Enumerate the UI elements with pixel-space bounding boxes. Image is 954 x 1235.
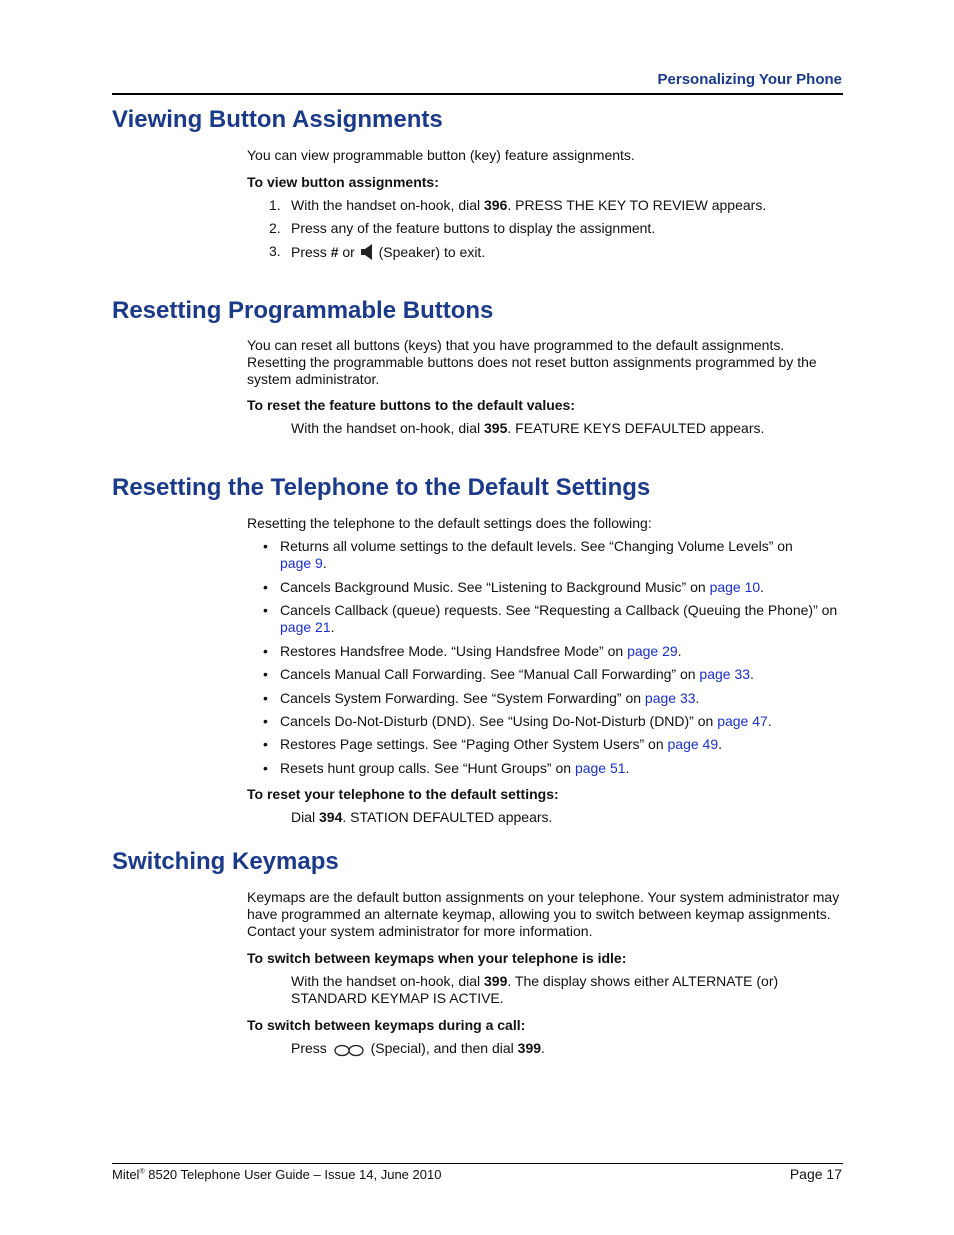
section-resetting-programmable-buttons	[112, 297, 843, 436]
intro-paragraph: Resetting the telephone to the default settings does the following:	[247, 515, 652, 531]
list-item: • Cancels Do-Not-Disturb (DND). See “Using Do-Not-Disturb (DND)” on page 47.	[263, 713, 772, 729]
section-body	[247, 337, 843, 437]
procedure-step: Dial 394. STATION DEFAULTED appears.	[291, 809, 553, 825]
procedure-heading: To switch between keymaps when your telephone is idle:	[247, 950, 627, 966]
intro-line: Resetting the programmable buttons does not reset button assignments programmed by the	[247, 354, 817, 370]
section-title: Resetting the Telephone to the Default Settings	[112, 474, 651, 501]
page-link[interactable]: page 21	[280, 619, 331, 635]
footer-page-number: Page 17	[789, 1166, 842, 1182]
list-item: • Cancels Background Music. See “Listening to Background Music” on page 10.	[263, 579, 765, 595]
procedure-step: With the handset on-hook, dial 399. The display shows either ALTERNATE (or) STANDARD KEYMAP IS ACTIVE.	[291, 973, 779, 1006]
list-item: • Resets hunt group calls. See “Hunt Groups” on page 51.	[263, 760, 630, 776]
page-link[interactable]: page 33	[699, 666, 751, 682]
section-body	[247, 147, 843, 261]
intro-line: Keymaps are the default button assignments on your telephone. Your system administrator may	[247, 889, 840, 905]
effects-list	[247, 538, 843, 777]
procedure-heading: To switch between keymaps during a call:	[247, 1017, 526, 1033]
page-link[interactable]: page 29	[627, 643, 678, 659]
header-rule	[112, 93, 843, 95]
procedure-heading: To reset the feature buttons to the default values:	[247, 397, 576, 413]
list-item: • Cancels System Forwarding. See “System Forwarding” on page 33.	[263, 690, 700, 706]
running-header: Personalizing Your Phone	[657, 71, 842, 88]
footer-rule	[112, 1163, 843, 1164]
step-item: 2. Press any of the feature buttons to display the assignment.	[269, 220, 656, 236]
list-item: • Restores Page settings. See “Paging Other System Users” on page 49.	[263, 736, 723, 752]
section-body	[247, 889, 843, 1057]
section-resetting-telephone	[112, 474, 843, 825]
intro-line: system administrator.	[247, 371, 380, 387]
steps-list	[247, 197, 843, 261]
procedure-step: Press (Special), and then dial 399.	[291, 1040, 545, 1056]
intro-line: Contact your system administrator for more information.	[247, 923, 593, 939]
section-title: Resetting Programmable Buttons	[112, 297, 494, 324]
intro-line: You can reset all buttons (keys) that you have programmed to the default assignments.	[247, 337, 785, 353]
step-item: 3. Press # or (Speaker) to exit.	[269, 243, 486, 260]
list-item: • Cancels Callback (queue) requests. See “Requesting a Callback (Queuing the Phone)” on page 21.	[263, 602, 838, 635]
section-body	[247, 515, 843, 826]
list-item: • Cancels Manual Call Forwarding. See “Manual Call Forwarding” on page 33.	[263, 666, 754, 682]
step-item: 1. With the handset on-hook, dial 396. PRESS THE KEY TO REVIEW appears.	[269, 197, 767, 213]
section-viewing-button-assignments	[112, 106, 843, 260]
footer-doc-title: Mitel® 8520 Telephone User Guide – Issue 14, June 2010	[112, 1167, 442, 1182]
section-switching-keymaps	[112, 848, 843, 1056]
intro-paragraph: You can view programmable button (key) feature assignments.	[247, 147, 635, 163]
procedure-step: With the handset on-hook, dial 395. FEATURE KEYS DEFAULTED appears.	[291, 420, 765, 436]
intro-line: have programmed an alternate keymap, allowing you to switch between keymap assignments.	[247, 906, 831, 922]
list-item: • Restores Handsfree Mode. “Using Handsfree Mode” on page 29.	[263, 643, 682, 659]
special-key-icon	[333, 1043, 365, 1057]
page-link[interactable]: page 51	[574, 760, 626, 776]
procedure-heading: To view button assignments:	[247, 174, 439, 190]
page-link[interactable]: page 33	[644, 690, 696, 706]
procedure-heading: To reset your telephone to the default settings:	[247, 786, 559, 802]
section-title: Viewing Button Assignments	[112, 106, 443, 133]
page-link[interactable]: page 47	[717, 713, 768, 729]
speaker-icon	[361, 243, 373, 261]
page-link[interactable]: page 10	[709, 579, 761, 595]
page-link[interactable]: page 49	[667, 736, 719, 752]
section-title: Switching Keymaps	[112, 848, 339, 875]
page-link[interactable]: page 9	[280, 555, 323, 571]
list-item: • Returns all volume settings to the default levels. See “Changing Volume Levels” on page 9.	[263, 538, 793, 571]
